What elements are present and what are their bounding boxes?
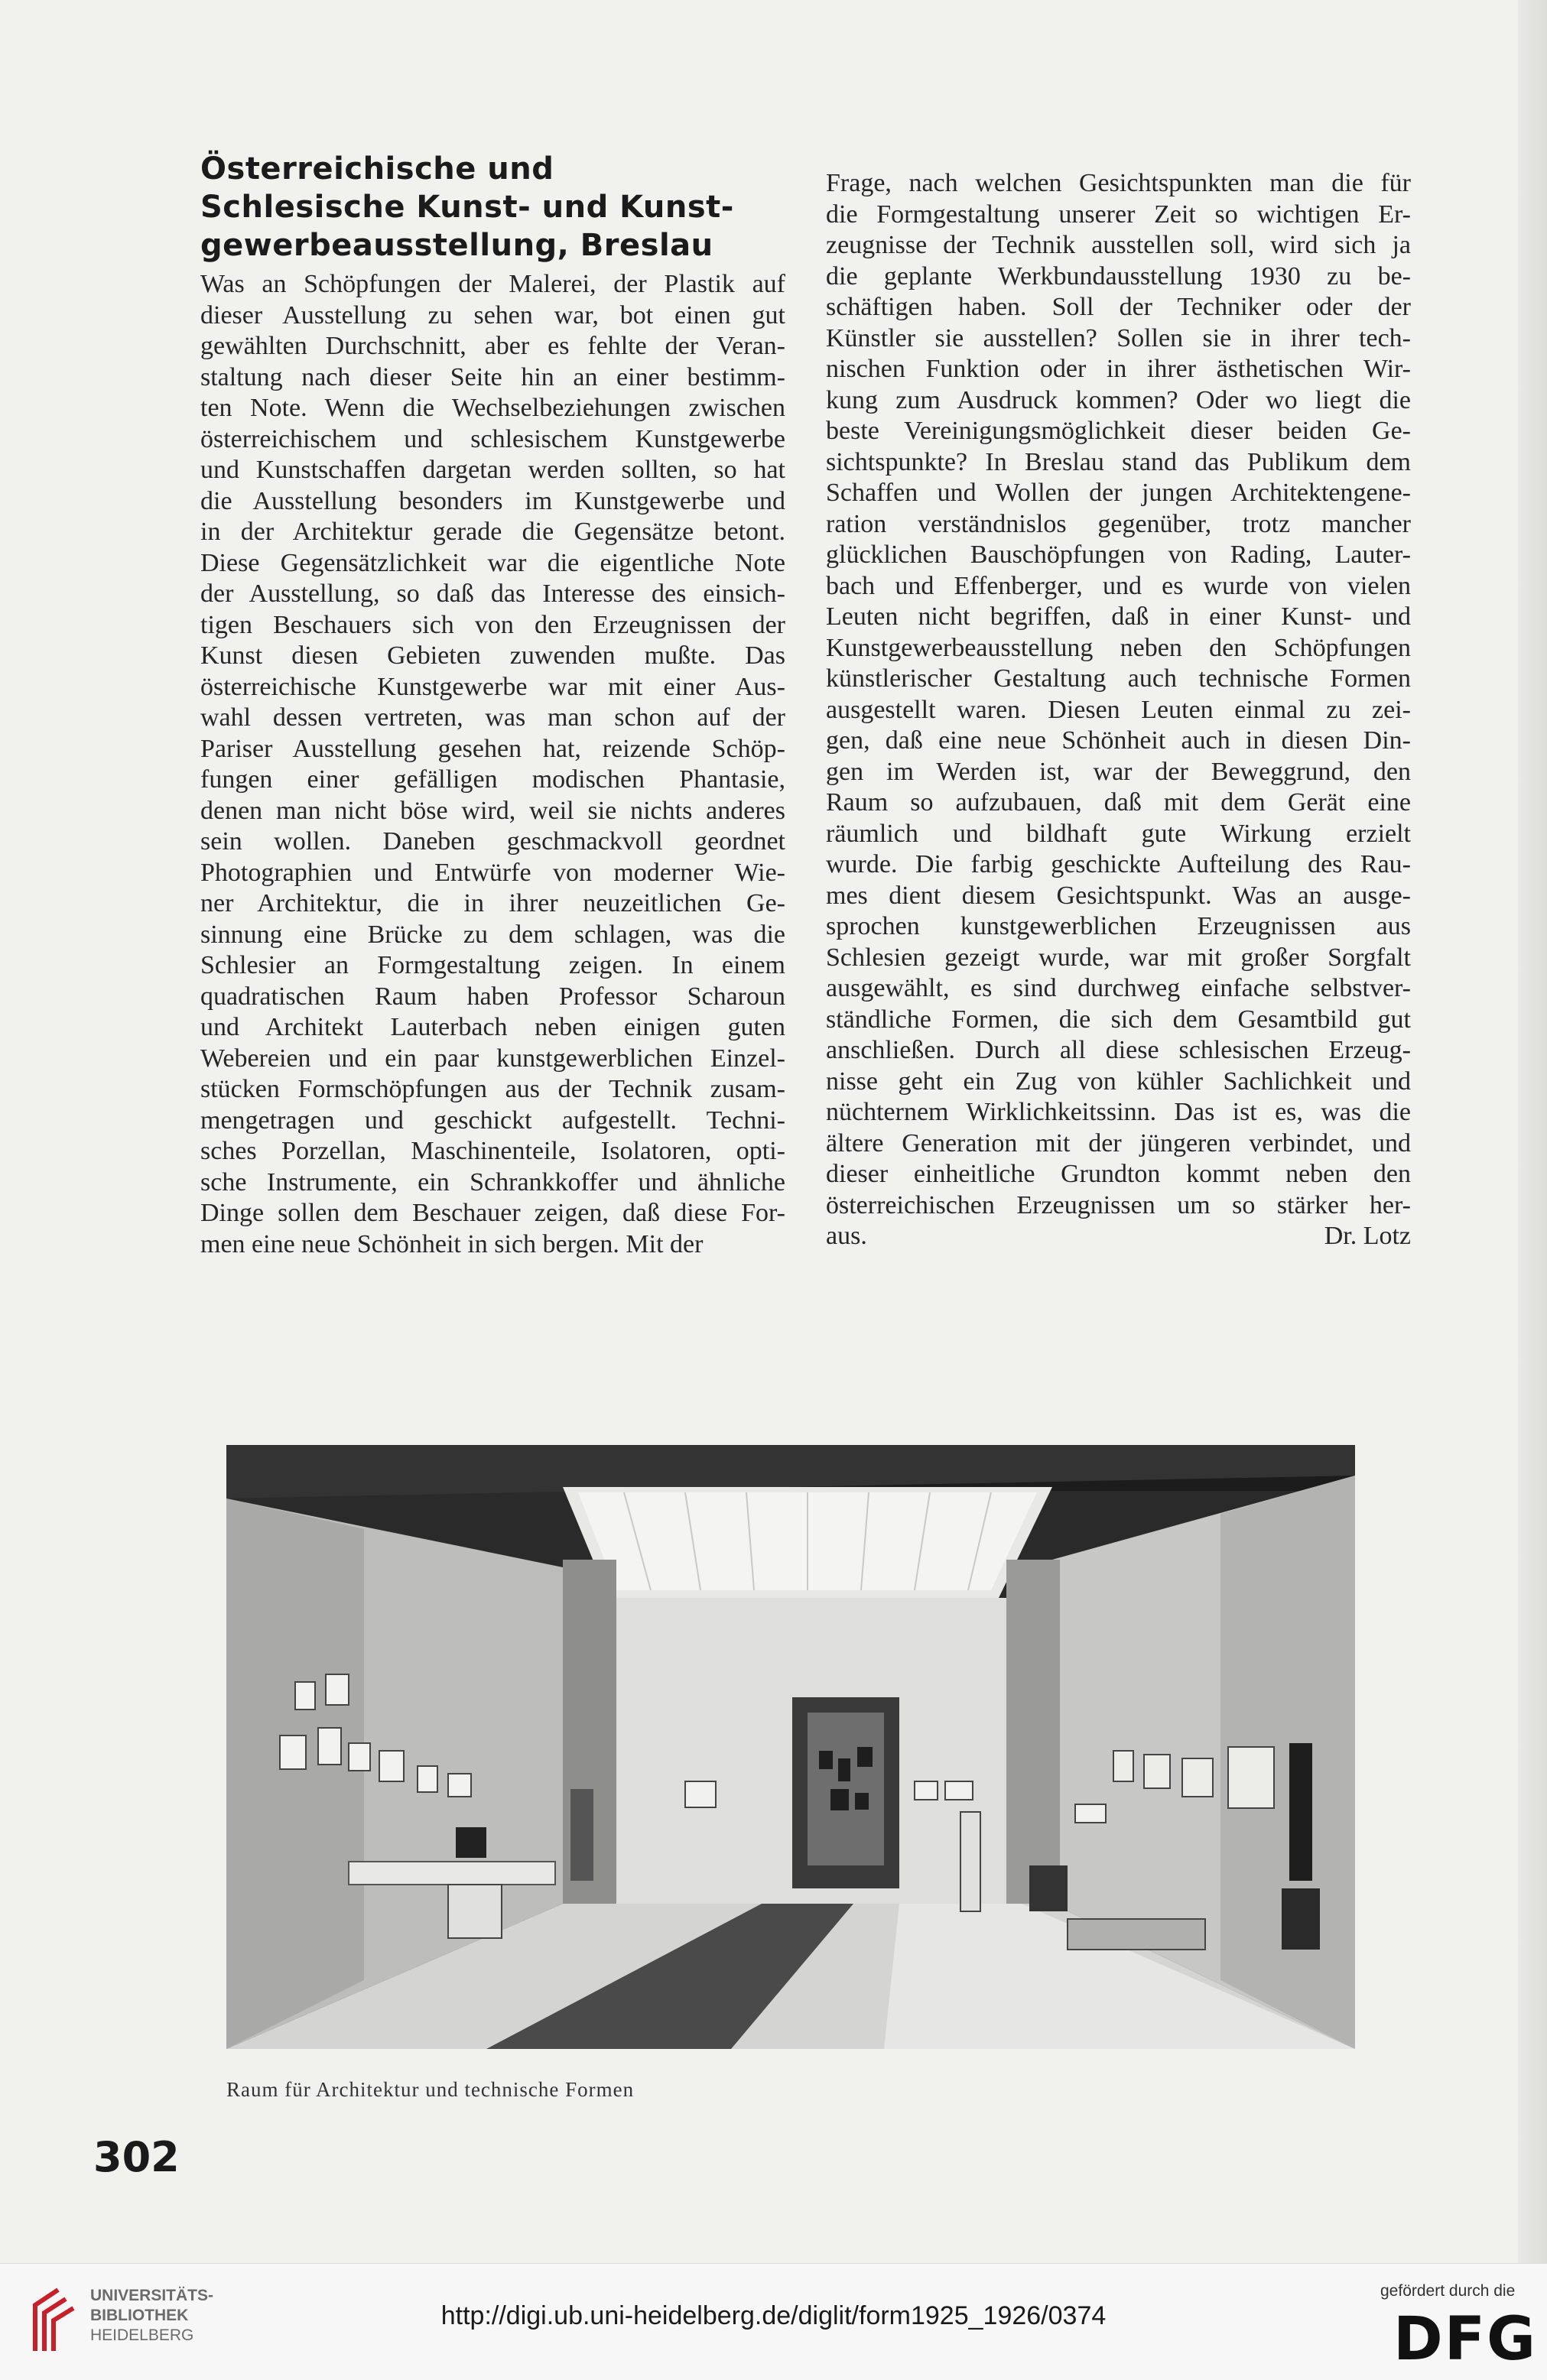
- sponsor-label: gefördert durch die: [1380, 2282, 1516, 2300]
- left-column-line: in der Architektur gerade die Gegensätze betont.: [200, 518, 785, 546]
- right-column-line: sichtspunkte? In Breslau stand das Publikum dem: [826, 447, 1411, 476]
- left-column-line: Photographien und Entwürfe von moderner Wie-: [200, 858, 785, 887]
- left-column-line: Schlesier an Formgestaltung zeigen. In einem: [200, 951, 785, 979]
- left-column-line: sinnung eine Brücke zu dem schlagen, was die: [200, 920, 785, 949]
- page-number: 302: [93, 2133, 180, 2181]
- left-column-line: ten Note. Wenn die Wechselbeziehungen zwischen: [200, 394, 785, 422]
- left-column-line: Pariser Ausstellung gesehen hat, reizende Schöp-: [200, 734, 785, 763]
- source-url-link[interactable]: http://digi.ub.uni-heidelberg.de/diglit/form1925_1926/0374: [440, 2301, 1107, 2330]
- page-edge-shadow: [1518, 0, 1547, 2263]
- left-column-line: quadratischen Raum haben Professor Scharoun: [200, 982, 785, 1011]
- left-column-line: und Architekt Lauterbach neben einigen guten: [200, 1013, 785, 1041]
- right-column-line: österreichischen Erzeugnissen um so stärker her-: [826, 1190, 1411, 1219]
- right-column-line: die Formgestaltung unserer Zeit so wichtigen Er-: [826, 200, 1411, 229]
- dfg-logo: DFG: [1393, 2305, 1538, 2374]
- right-column-line: wurde. Die farbig geschickte Aufteilung des Rau-: [826, 850, 1411, 878]
- left-column-line: stücken Formschöpfungen aus der Technik zusam-: [200, 1075, 785, 1103]
- left-column-line: staltung nach dieser Seite hin an einer bestimm-: [200, 362, 785, 391]
- article-title: [200, 150, 766, 265]
- right-column-line: gen, daß eine neue Schönheit auch in diesen Din-: [826, 726, 1411, 755]
- right-column-line: zeugnisse der Technik ausstellen soll, wird sich ja: [826, 231, 1411, 259]
- right-column-line: Kunstgewerbeausstellung neben den Schöpfungen: [826, 633, 1411, 662]
- left-column-line: sein wollen. Daneben geschmackvoll geordnet: [200, 827, 785, 856]
- right-column-line: Raum so aufzubauen, daß mit dem Gerät eine: [826, 788, 1411, 817]
- right-column-line: ration verständnislos gegenüber, trotz mancher: [826, 509, 1411, 538]
- title-line-1: Österreichische und: [200, 151, 554, 187]
- right-column-line: bach und Effenberger, und es wurde von vielen: [826, 571, 1411, 600]
- right-column-line: ständliche Formen, die sich dem Gesamtbild gut: [826, 1005, 1411, 1034]
- right-column-line: künstlerischer Gestaltung auch technische Formen: [826, 664, 1411, 693]
- left-column-line: österreichische Kunstgewerbe war mit einer Aus-: [200, 672, 785, 701]
- left-column-line: und Kunstschaffen dargetan werden sollten, so hat: [200, 456, 785, 484]
- left-column-line: die Ausstellung besonders im Kunstgewerbe und: [200, 486, 785, 515]
- right-column-line: nüchternem Wirklichkeitssinn. Das ist es, was die: [826, 1098, 1411, 1126]
- right-column-line: dieser einheitliche Grundton kommt neben den: [826, 1160, 1411, 1188]
- left-column-line: denen man nicht böse wird, weil sie nichts anderes: [200, 796, 785, 825]
- right-column-line: räumlich und bildhaft gute Wirkung erzielt: [826, 819, 1411, 848]
- left-column-line: der Ausstellung, so daß das Interesse des einsich-: [200, 580, 785, 608]
- left-column-line: sches Porzellan, Maschinenteile, Isolatoren, opti-: [200, 1137, 785, 1165]
- left-column-line: Kunst diesen Gebieten zuwenden mußte. Das: [200, 641, 785, 670]
- right-column-line: gen im Werden ist, war der Beweggrund, den: [826, 757, 1411, 786]
- left-column-line: Diese Gegensätzlichkeit war die eigentliche Note: [200, 548, 785, 577]
- right-column-line: Schlesien gezeigt wurde, war mit großer Sorgfalt: [826, 943, 1411, 972]
- right-column-line: sprochen kunstgewerblichen Erzeugnissen aus: [826, 912, 1411, 940]
- right-text-column: [826, 168, 1411, 1252]
- left-column-line: ner Architektur, die in ihrer neuzeitlichen Ge-: [200, 889, 785, 917]
- left-column-line: men eine neue Schönheit in sich bergen. Mit der: [200, 1229, 704, 1258]
- title-line-2: Schlesische Kunst- und Kunst-: [200, 190, 734, 225]
- title-line-3: gewerbeausstellung, Breslau: [200, 228, 713, 263]
- left-column-line: Webereien und ein paar kunstgewerblichen Einzel-: [200, 1044, 785, 1073]
- left-column-line: sche Instrumente, ein Schrankkoffer und ähnliche: [200, 1167, 785, 1196]
- right-column-line: nisse geht ein Zug von kühler Sachlichkeit und: [826, 1067, 1411, 1096]
- exhibition-room-photo: [226, 1445, 1355, 2049]
- left-text-column: [200, 269, 785, 1260]
- right-column-line: mes dient diesem Gesichtspunkt. Was an ausge-: [826, 881, 1411, 910]
- right-column-line: ältere Generation mit der jüngeren verbindet, und: [826, 1128, 1411, 1158]
- library-line-3: HEIDELBERG: [90, 2326, 194, 2344]
- right-column-line: die geplante Werkbundausstellung 1930 zu be-: [826, 261, 1411, 291]
- right-column-line: nischen Funktion oder in ihrer ästhetischen Wir-: [826, 355, 1411, 383]
- right-column-line: beste Vereinigungsmöglichkeit dieser beiden Ge-: [826, 417, 1411, 445]
- library-line-1: UNIVERSITÄTS-: [90, 2287, 214, 2304]
- left-column-line: Dinge sollen dem Beschauer zeigen, daß diese For-: [200, 1199, 785, 1227]
- right-column-line: Künstler sie ausstellen? Sollen sie in ihrer tech-: [826, 323, 1411, 352]
- article-signoff: [826, 1221, 1411, 1252]
- left-column-line: fungen einer gefälligen modischen Phantasie,: [200, 765, 785, 794]
- left-column-line: Was an Schöpfungen der Malerei, der Plastik auf: [200, 270, 785, 298]
- left-column-line: österreichischem und schlesischem Kunstgewerbe: [200, 424, 785, 453]
- left-column-line: wahl dessen vertreten, was man schon auf der: [200, 703, 785, 732]
- right-column-line: schäftigen haben. Soll der Techniker oder der: [826, 293, 1411, 321]
- right-column-line: anschließen. Durch all diese schlesischen Erzeug-: [826, 1036, 1411, 1064]
- final-word: aus.: [826, 1222, 867, 1250]
- right-column-line: Leuten nicht begriffen, daß in einer Kunst- und: [826, 602, 1411, 631]
- right-column-line: ausgestellt waren. Diesen Leuten einmal zu zei-: [826, 695, 1411, 724]
- left-column-line: tigen Beschauers sich von den Erzeugnissen der: [200, 610, 785, 639]
- library-line-2: BIBLIOTHEK: [90, 2307, 189, 2324]
- left-column-line: gewählten Durchschnitt, aber es fehlte der Veran-: [200, 332, 785, 360]
- right-column-line: glücklichen Bauschöpfungen von Rading, Lauter-: [826, 541, 1411, 569]
- left-column-line: mengetragen und geschickt aufgestellt. Techni-: [200, 1106, 785, 1135]
- right-column-line: Schaffen und Wollen der jungen Architektengene-: [826, 479, 1411, 507]
- right-column-line: Frage, nach welchen Gesichtspunkten man die für: [826, 169, 1411, 197]
- left-column-line: dieser Ausstellung zu sehen war, bot einen gut: [200, 300, 785, 330]
- figure-caption: Raum für Architektur und technische Formen: [226, 2078, 635, 2101]
- author-name: Dr. Lotz: [1324, 1222, 1411, 1250]
- right-column-line: ausgewählt, es sind durchweg einfache selbstver-: [826, 974, 1411, 1002]
- right-column-line: kung zum Ausdruck kommen? Oder wo liegt die: [826, 385, 1411, 414]
